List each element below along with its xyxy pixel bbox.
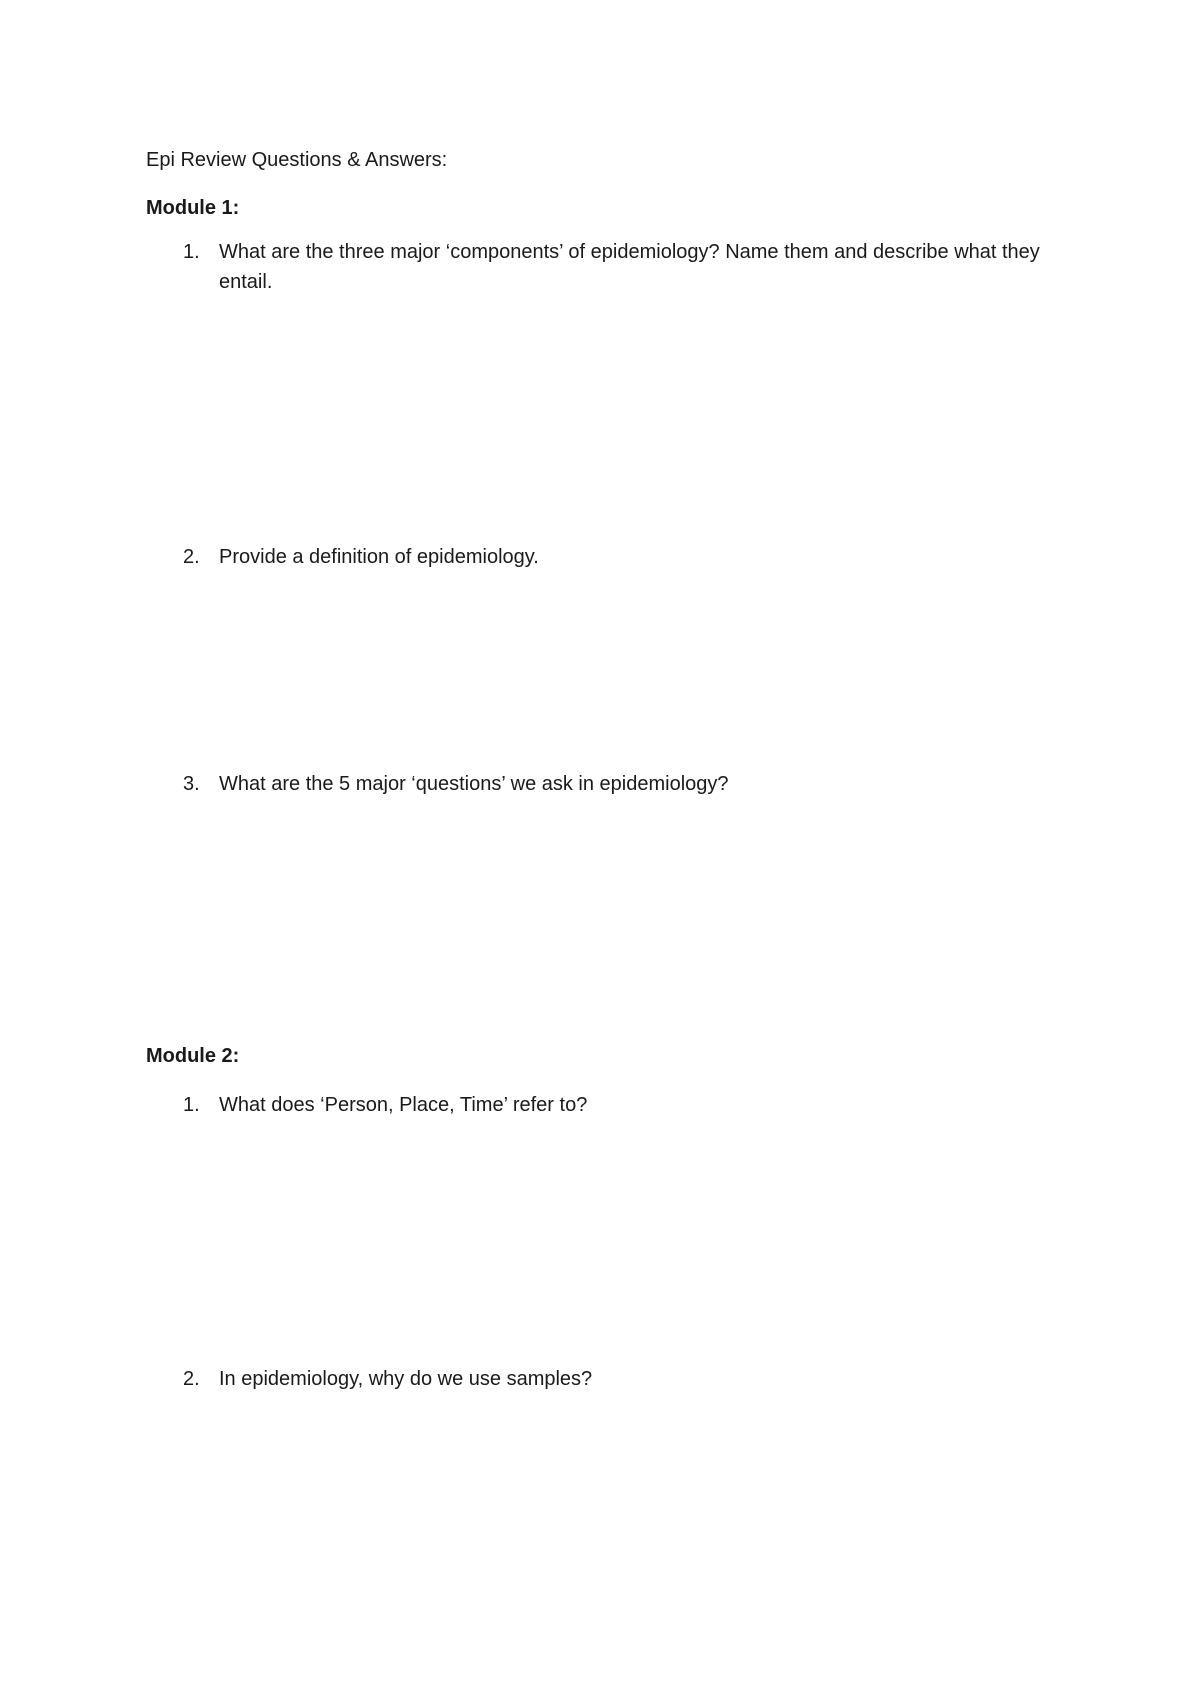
document-title: Epi Review Questions & Answers:: [146, 149, 448, 171]
question-number: 3.: [183, 773, 200, 795]
module-2-question-2: [183, 1364, 1043, 1394]
module-1-question-2: [183, 542, 1043, 572]
question-number: 2.: [183, 1368, 200, 1390]
module-2-heading: Module 2:: [146, 1045, 240, 1067]
question-text: In epidemiology, why do we use samples?: [219, 1368, 593, 1390]
question-number: 2.: [183, 546, 200, 568]
module-2-question-1: [183, 1090, 1043, 1120]
question-number: 1.: [183, 241, 200, 263]
question-text: What does ‘Person, Place, Time’ refer to?: [219, 1094, 588, 1116]
question-text: Provide a definition of epidemiology.: [219, 546, 539, 568]
question-text: What are the 5 major ‘questions’ we ask in epidemiology?: [219, 773, 729, 795]
module-1-question-1: [183, 237, 1043, 297]
question-number: 1.: [183, 1094, 200, 1116]
question-text: What are the three major ‘components’ of epidemiology? Name them and describe what they entail.: [219, 241, 1040, 293]
module-1-heading: Module 1:: [146, 197, 240, 219]
module-1-question-3: [183, 769, 1043, 799]
